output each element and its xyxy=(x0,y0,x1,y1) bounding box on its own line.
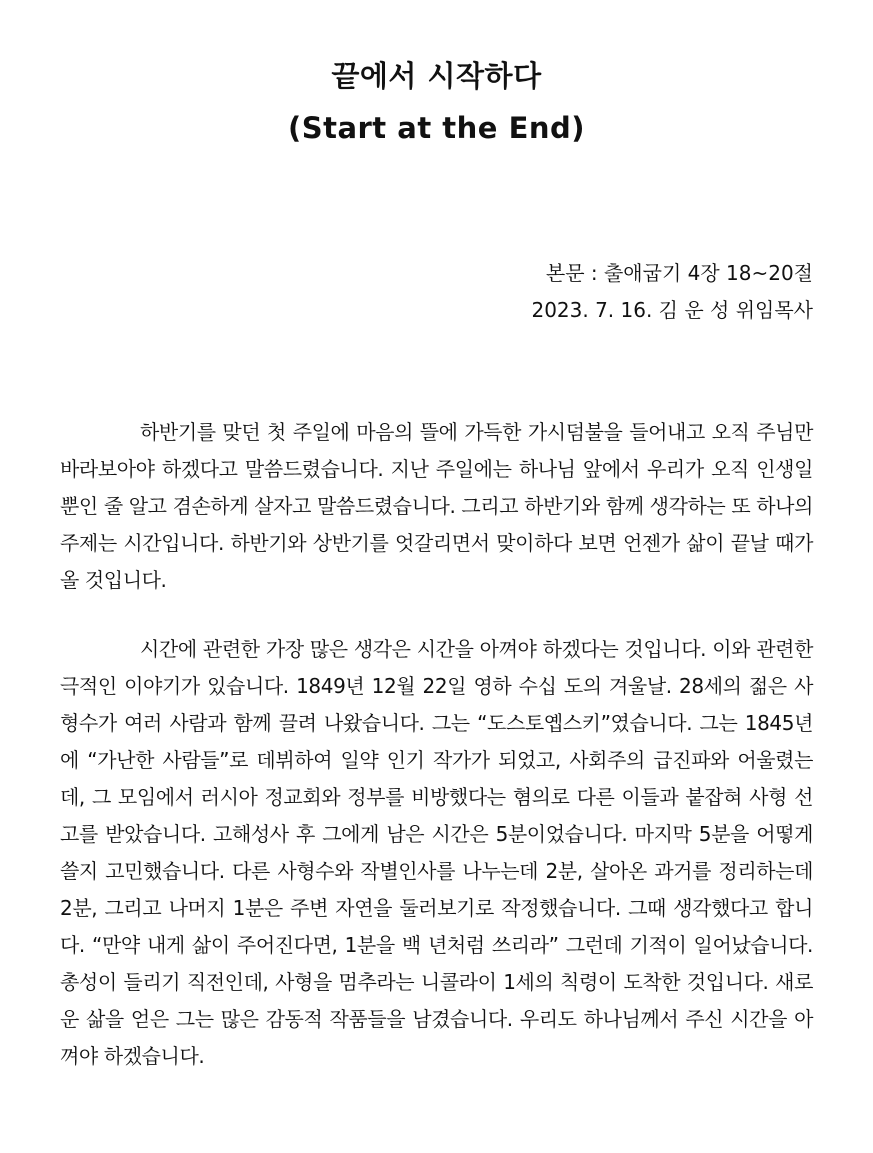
body-paragraph-1: 하반기를 맞던 첫 주일에 마음의 뜰에 가득한 가시덤불을 들어내고 오직 주님만 바라보아야 하겠다고 말씀드렸습니다. 지난 주일에는 하나님 앞에서 우리가 오직 인생일 뿐인 줄 알고 겸손하게 살자고 말씀드렸습니다. 그리고 하반기와 함께 생각하는 또 하나의 주제는 시간입니다. 하반기와 상반기를 엇갈리면서 맞이하다 보면 언젠가 삶이 끝날 때가 올 것입니다. xyxy=(60,420,813,592)
document-subtitle: (Start at the End) xyxy=(287,111,586,145)
body-paragraph-2: 시간에 관련한 가장 많은 생각은 시간을 아껴야 하겠다는 것입니다. 이와 관련한 극적인 이야기가 있습니다. 1849년 12월 22일 영하 수십 도의 겨울날. 28세의 젊은 사형수가 여러 사람과 함께 끌려 나왔습니다. 그는 “도스토옙스키”였습니다. 그는 1845년에 “가난한 사람들”로 데뷔하여 일약 인기 작가가 되었고, 사회주의 급진파와 어울렸는데, 그 모임에서 러시아 정교회와 정부를 비방했다는 혐의로 다른 이들과 붙잡혀 사형 선고를 받았습니다. 고해성사 후 그에게 남은 시간은 5분이었습니다. 마지막 5분을 어떻게 쓸지 고민했습니다. 다른 사형수와 작별인사를 나누는데 2분, 살아온 과거를 정리하는데 2분, 그리고 나머지 1분은 주변 자연을 둘러보기로 작정했습니다. 그때 생각했다고 합니다. “만약 내게 삶이 주어진다면, 1분을 백 년처럼 쓰리라” 그런데 기적이 일어났습니다. 총성이 들리기 직전인데, 사형을 멈추라는 니콜라이 1세의 칙령이 도착한 것입니다. 새로운 삶을 얻은 그는 많은 감동적 작품들을 남겼습니다. 우리도 하나님께서 주신 시간을 아껴야 하겠습니다. xyxy=(60,637,813,1068)
scripture-reference: 본문 : 출애굽기 4장 18~20절 xyxy=(545,261,813,285)
date-author: 2023. 7. 16. 김 운 성 위임목사 xyxy=(531,298,813,322)
document-title: 끝에서 시작하다 xyxy=(331,59,542,93)
